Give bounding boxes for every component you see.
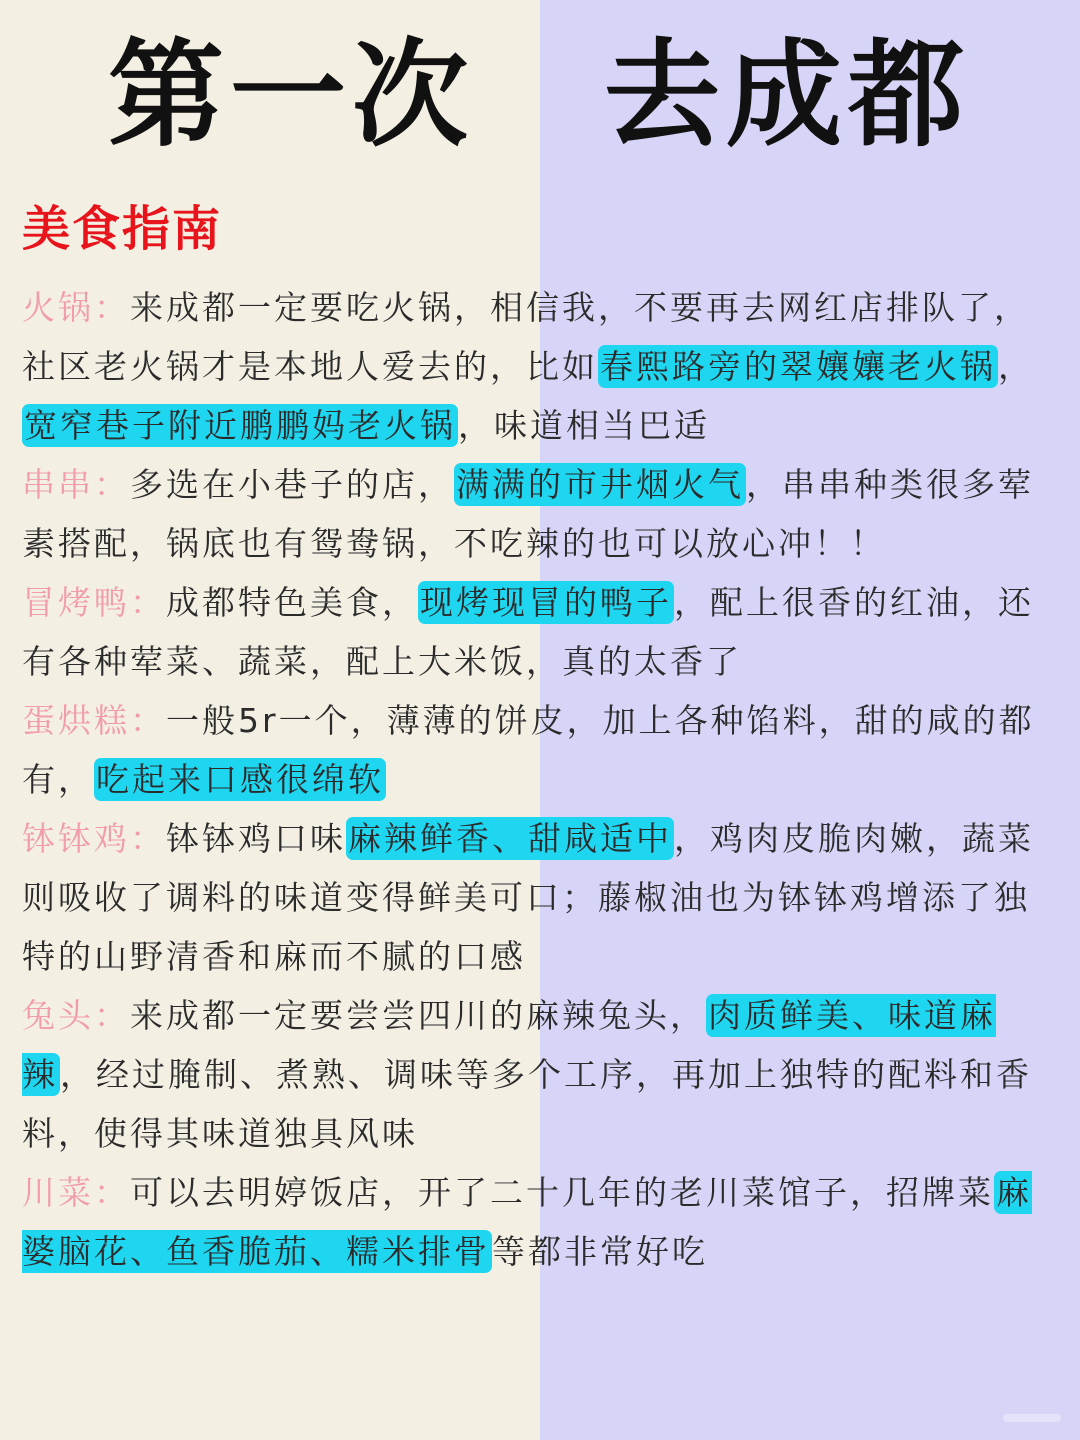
item-highlight: 肉质鲜美、味道麻辣: [22, 996, 996, 1094]
item-highlight: 满满的市井烟火气: [456, 465, 744, 504]
title-go-chengdu: 去成都: [604, 28, 970, 163]
item-highlight: 麻辣鲜香、甜咸适中: [348, 819, 672, 858]
item-rabbit-head: [22, 986, 1052, 1163]
item-label: 钵钵鸡：: [22, 819, 166, 858]
food-guide-list: [22, 278, 1052, 1281]
item-text: 多选在小巷子的店，: [130, 465, 454, 504]
item-text: 可以去明婷饭店，开了二十几年的老川菜馆子，招牌菜: [130, 1173, 994, 1212]
item-text: 来成都一定要吃火锅，相信我，不要再去网红店排队了，社区老火锅才是本地人爱去的，比如: [22, 288, 1030, 386]
item-text: ，味道相当巴适: [458, 406, 710, 445]
title-first-time: 第一次: [108, 28, 474, 163]
item-egg-cake: [22, 691, 1052, 809]
subtitle-food-guide: 美食指南: [22, 201, 223, 257]
item-text: 等都非常好吃: [492, 1232, 708, 1271]
item-label: 火锅：: [22, 288, 130, 327]
item-highlight: 春熙路旁的翠孃孃老火锅: [600, 347, 996, 386]
item-roast-duck: [22, 573, 1052, 691]
item-text: ，配上很香的红油，还有各种荤菜、蔬菜，配上大米饭，真的太香了: [22, 583, 1034, 681]
watermark-logo: [1002, 1410, 1062, 1426]
item-highlight: 宽窄巷子附近鹏鹏妈老火锅: [24, 406, 456, 445]
item-text: ，串串种类很多荤素搭配，锅底也有鸳鸯锅，不吃辣的也可以放心冲！！: [22, 465, 1034, 563]
item-sichuan-cuisine: [22, 1163, 1052, 1281]
item-text: 一般5r一个，薄薄的饼皮，加上各种馅料，甜的咸的都有，: [22, 701, 1035, 799]
item-label: 蛋烘糕：: [22, 701, 166, 740]
item-highlight: 吃起来口感很绵软: [96, 760, 384, 799]
item-chuanchuan: [22, 455, 1052, 573]
item-label: 川菜：: [22, 1173, 130, 1212]
item-bobo-chicken: [22, 809, 1052, 986]
item-text: ，经过腌制、煮熟、调味等多个工序，再加上独特的配料和香料，使得其味道独具风味: [22, 1055, 1032, 1153]
item-text: 来成都一定要尝尝四川的麻辣兔头，: [130, 996, 706, 1035]
item-text: ，: [998, 347, 1034, 386]
item-text: 成都特色美食，: [166, 583, 418, 622]
item-highlight: 麻婆脑花、鱼香脆茄、糯米排骨: [22, 1173, 1032, 1271]
item-highlight: 现烤现冒的鸭子: [420, 583, 672, 622]
item-hotpot: [22, 278, 1052, 455]
item-label: 串串：: [22, 465, 130, 504]
item-text: 钵钵鸡口味: [166, 819, 346, 858]
item-text: ，鸡肉皮脆肉嫩，蔬菜则吸收了调料的味道变得鲜美可口；藤椒油也为钵钵鸡增添了独特的山野清香和麻而不腻的口感: [22, 819, 1034, 976]
item-label: 冒烤鸭：: [22, 583, 166, 622]
item-label: 兔头：: [22, 996, 130, 1035]
